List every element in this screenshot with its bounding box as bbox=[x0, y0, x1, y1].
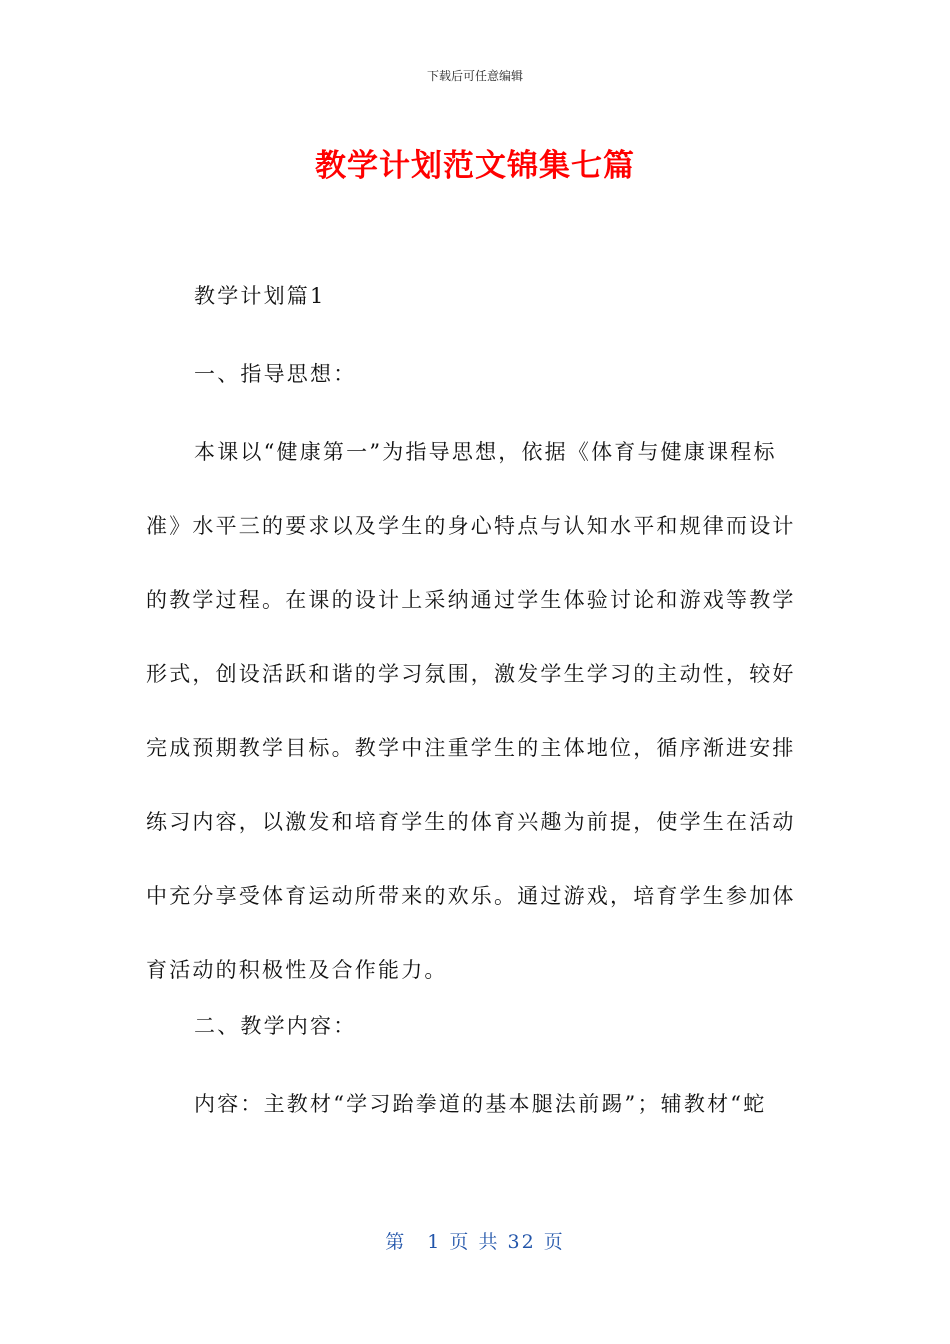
section-heading: 教学计划篇1 bbox=[194, 284, 326, 308]
document-body bbox=[146, 276, 806, 1162]
document-title: 教学计划范文锦集七篇 bbox=[315, 148, 635, 184]
heading-guiding-ideology: 一、指导思想： bbox=[194, 362, 357, 386]
paragraph-teaching-content: 内容：主教材“学习跆拳道的基本腿法前踢”；辅教材“蛇 bbox=[194, 1092, 767, 1116]
header-note: 下载后可任意编辑 bbox=[426, 69, 523, 83]
paragraph-guiding-ideology: 本课以“健康第一”为指导思想，依据《体育与健康课程标准》水平三的要求以及学生的身心特点与认知水平和规律而设计的教学过程。在课的设计上采纳通过学生体验讨论和游戏等教学形式，创设活跃和谐的学习氛围，激发学生学习的主动性，较好完成预期教学目标。教学中注重学生的主体地位，循序渐进安排练习内容，以激发和培育学生的体育兴趣为前提，使学生在活动中充分享受体育运动所带来的欢乐。通过游戏，培育学生参加体育活动的积极性及合作能力。 bbox=[146, 440, 796, 982]
heading-teaching-content: 二、教学内容： bbox=[194, 1014, 357, 1038]
page-number-footer: 第 1 页 共 32 页 bbox=[385, 1231, 565, 1253]
